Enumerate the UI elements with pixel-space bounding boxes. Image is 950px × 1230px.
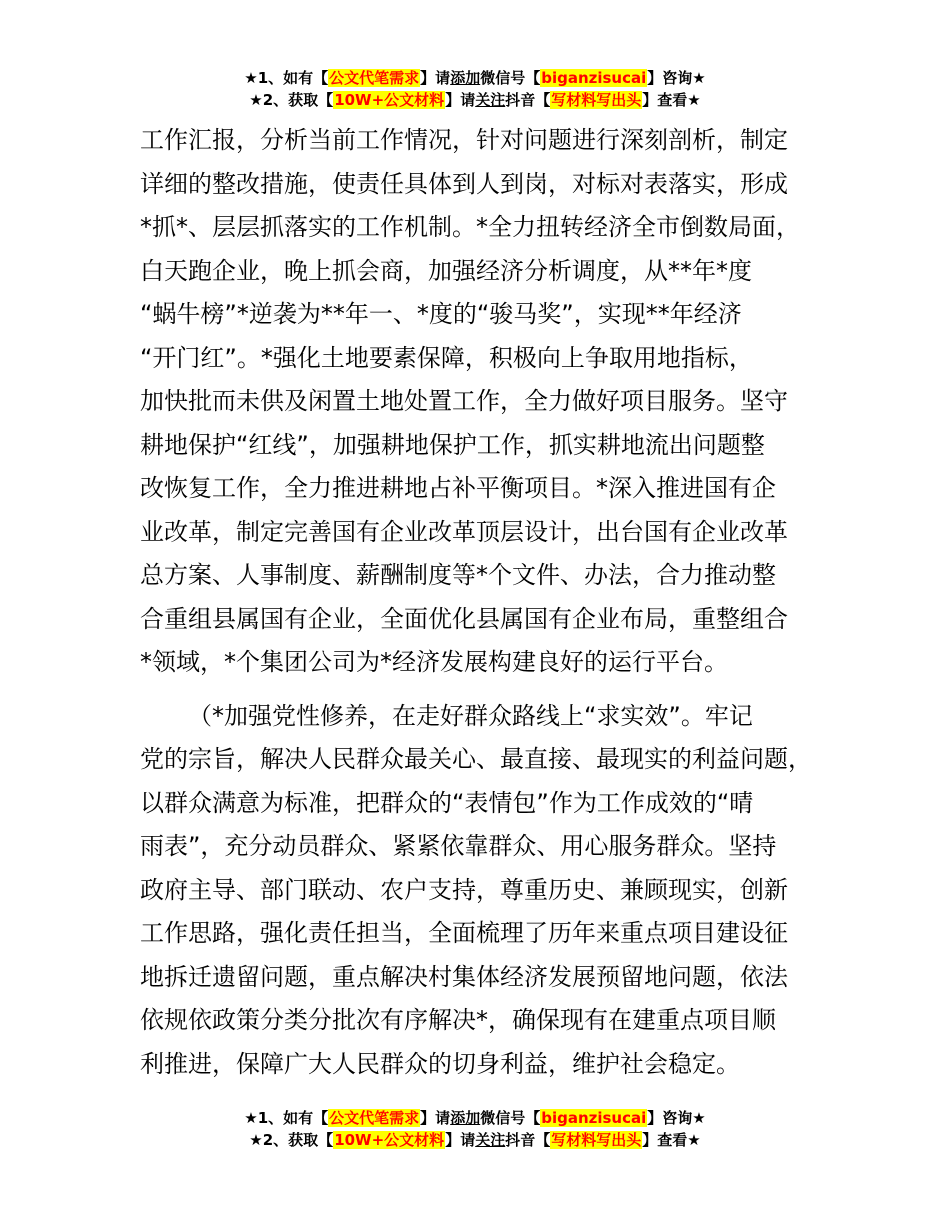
text-line: 业改革，制定完善国有企业改革顶层设计，出台国有企业改革 xyxy=(140,517,788,546)
banner-text: 微信号【 xyxy=(480,1109,541,1127)
underlined-text: 添加 xyxy=(450,1109,481,1127)
text-line: 工作汇报，分析当前工作情况，针对问题进行深刻剖析，制定 xyxy=(140,126,788,154)
text-line: *抓*、层层抓落实的工作机制。*全力扭转经济全市倒数局面， xyxy=(140,213,800,241)
banner-text: 】咨询★ xyxy=(647,1109,706,1127)
banner-text: 】咨询★ xyxy=(647,69,706,87)
text-line: 合重组县属国有企业，全面优化县属国有企业布局，重整组合 xyxy=(140,604,788,633)
text-line: 改恢复工作，全力推进耕地占补平衡项目。*深入推进国有企 xyxy=(140,474,776,502)
highlight-douyin-account: 写材料写出头 xyxy=(551,1131,642,1149)
banner-text: 】请 xyxy=(420,1109,451,1127)
text-line: （*加强党性修养，在走好群众路线上“求实效”。牢记 xyxy=(188,701,753,730)
banner-line-2 xyxy=(0,1129,950,1151)
text-line: “蜗牛榜”*逆袭为**年一、*度的“骏马奖”，实现**年经济 xyxy=(140,300,742,328)
text-line: 地拆迁遗留问题，重点解决村集体经济发展预留地问题，依法 xyxy=(140,962,788,991)
text-line: 工作思路，强化责任担当，全面梳理了历年来重点项目建设征 xyxy=(140,919,788,947)
highlight-materials: 10W+公文材料 xyxy=(334,91,445,109)
text-line: 耕地保护“红线”，加强耕地保护工作，抓实耕地流出问题整 xyxy=(140,430,765,459)
banner-text: 抖音【 xyxy=(505,1131,551,1149)
header-banner xyxy=(0,67,950,111)
text-line: 依规依政策分类分批次有序解决*，确保现有在建重点项目顺 xyxy=(140,1006,776,1034)
paragraph-1 xyxy=(140,119,840,685)
banner-text: 微信号【 xyxy=(480,69,541,87)
footer-banner xyxy=(0,1107,950,1151)
underlined-text: 关注 xyxy=(475,91,506,109)
text-line: *领域，*个集团公司为*经济发展构建良好的运行平台。 xyxy=(140,648,728,676)
highlight-materials: 10W+公文材料 xyxy=(334,1131,445,1149)
paragraph-2 xyxy=(140,695,840,1087)
highlight-wechat-id: biganzisucai xyxy=(541,69,647,87)
text-line: “开门红”。*强化土地要素保障，积极向上争取用地指标， xyxy=(140,343,753,372)
banner-text: 】请 xyxy=(445,91,476,109)
text-line: 政府主导、部门联动、农户支持，尊重历史、兼顾现实，创新 xyxy=(140,875,788,904)
highlight-service: 公文代笔需求 xyxy=(329,1109,420,1127)
banner-text: ★2、获取【 xyxy=(249,91,334,109)
banner-line-1 xyxy=(0,67,950,89)
banner-text: ★2、获取【 xyxy=(249,1131,334,1149)
banner-text: 抖音【 xyxy=(505,91,551,109)
text-line: 总方案、人事制度、薪酬制度等*个文件、办法，合力推动整 xyxy=(140,561,776,589)
highlight-wechat-id: biganzisucai xyxy=(541,1109,647,1127)
banner-text: 】查看★ xyxy=(642,91,701,109)
text-line: 利推进，保障广大人民群众的切身利益，维护社会稳定。 xyxy=(140,1049,740,1078)
banner-text: 】请 xyxy=(445,1131,476,1149)
banner-text: 】查看★ xyxy=(642,1131,701,1149)
banner-line-2 xyxy=(0,89,950,111)
text-line: 以群众满意为标准，把群众的“表情包”作为工作成效的“晴 xyxy=(140,788,754,817)
underlined-text: 关注 xyxy=(475,1131,506,1149)
banner-text: 】请 xyxy=(420,69,451,87)
text-line: 雨表”，充分动员群众、紧紧依靠群众、用心服务群众。坚持 xyxy=(140,832,777,860)
text-line: 白天跑企业，晚上抓会商，加强经济分析调度，从**年*度 xyxy=(140,256,752,285)
document-body xyxy=(140,119,840,1086)
text-line: 加快批而未供及闲置土地处置工作，全力做好项目服务。坚守 xyxy=(140,387,788,415)
highlight-douyin-account: 写材料写出头 xyxy=(551,91,642,109)
banner-text: ★1、如有【 xyxy=(244,69,329,87)
text-line: 党的宗旨，解决人民群众最关心、最直接、最现实的利益问题， xyxy=(140,745,812,773)
underlined-text: 添加 xyxy=(450,69,481,87)
banner-text: ★1、如有【 xyxy=(244,1109,329,1127)
banner-line-1 xyxy=(0,1107,950,1129)
highlight-service: 公文代笔需求 xyxy=(329,69,420,87)
text-line: 详细的整改措施，使责任具体到人到岗，对标对表落实，形成 xyxy=(140,169,788,198)
